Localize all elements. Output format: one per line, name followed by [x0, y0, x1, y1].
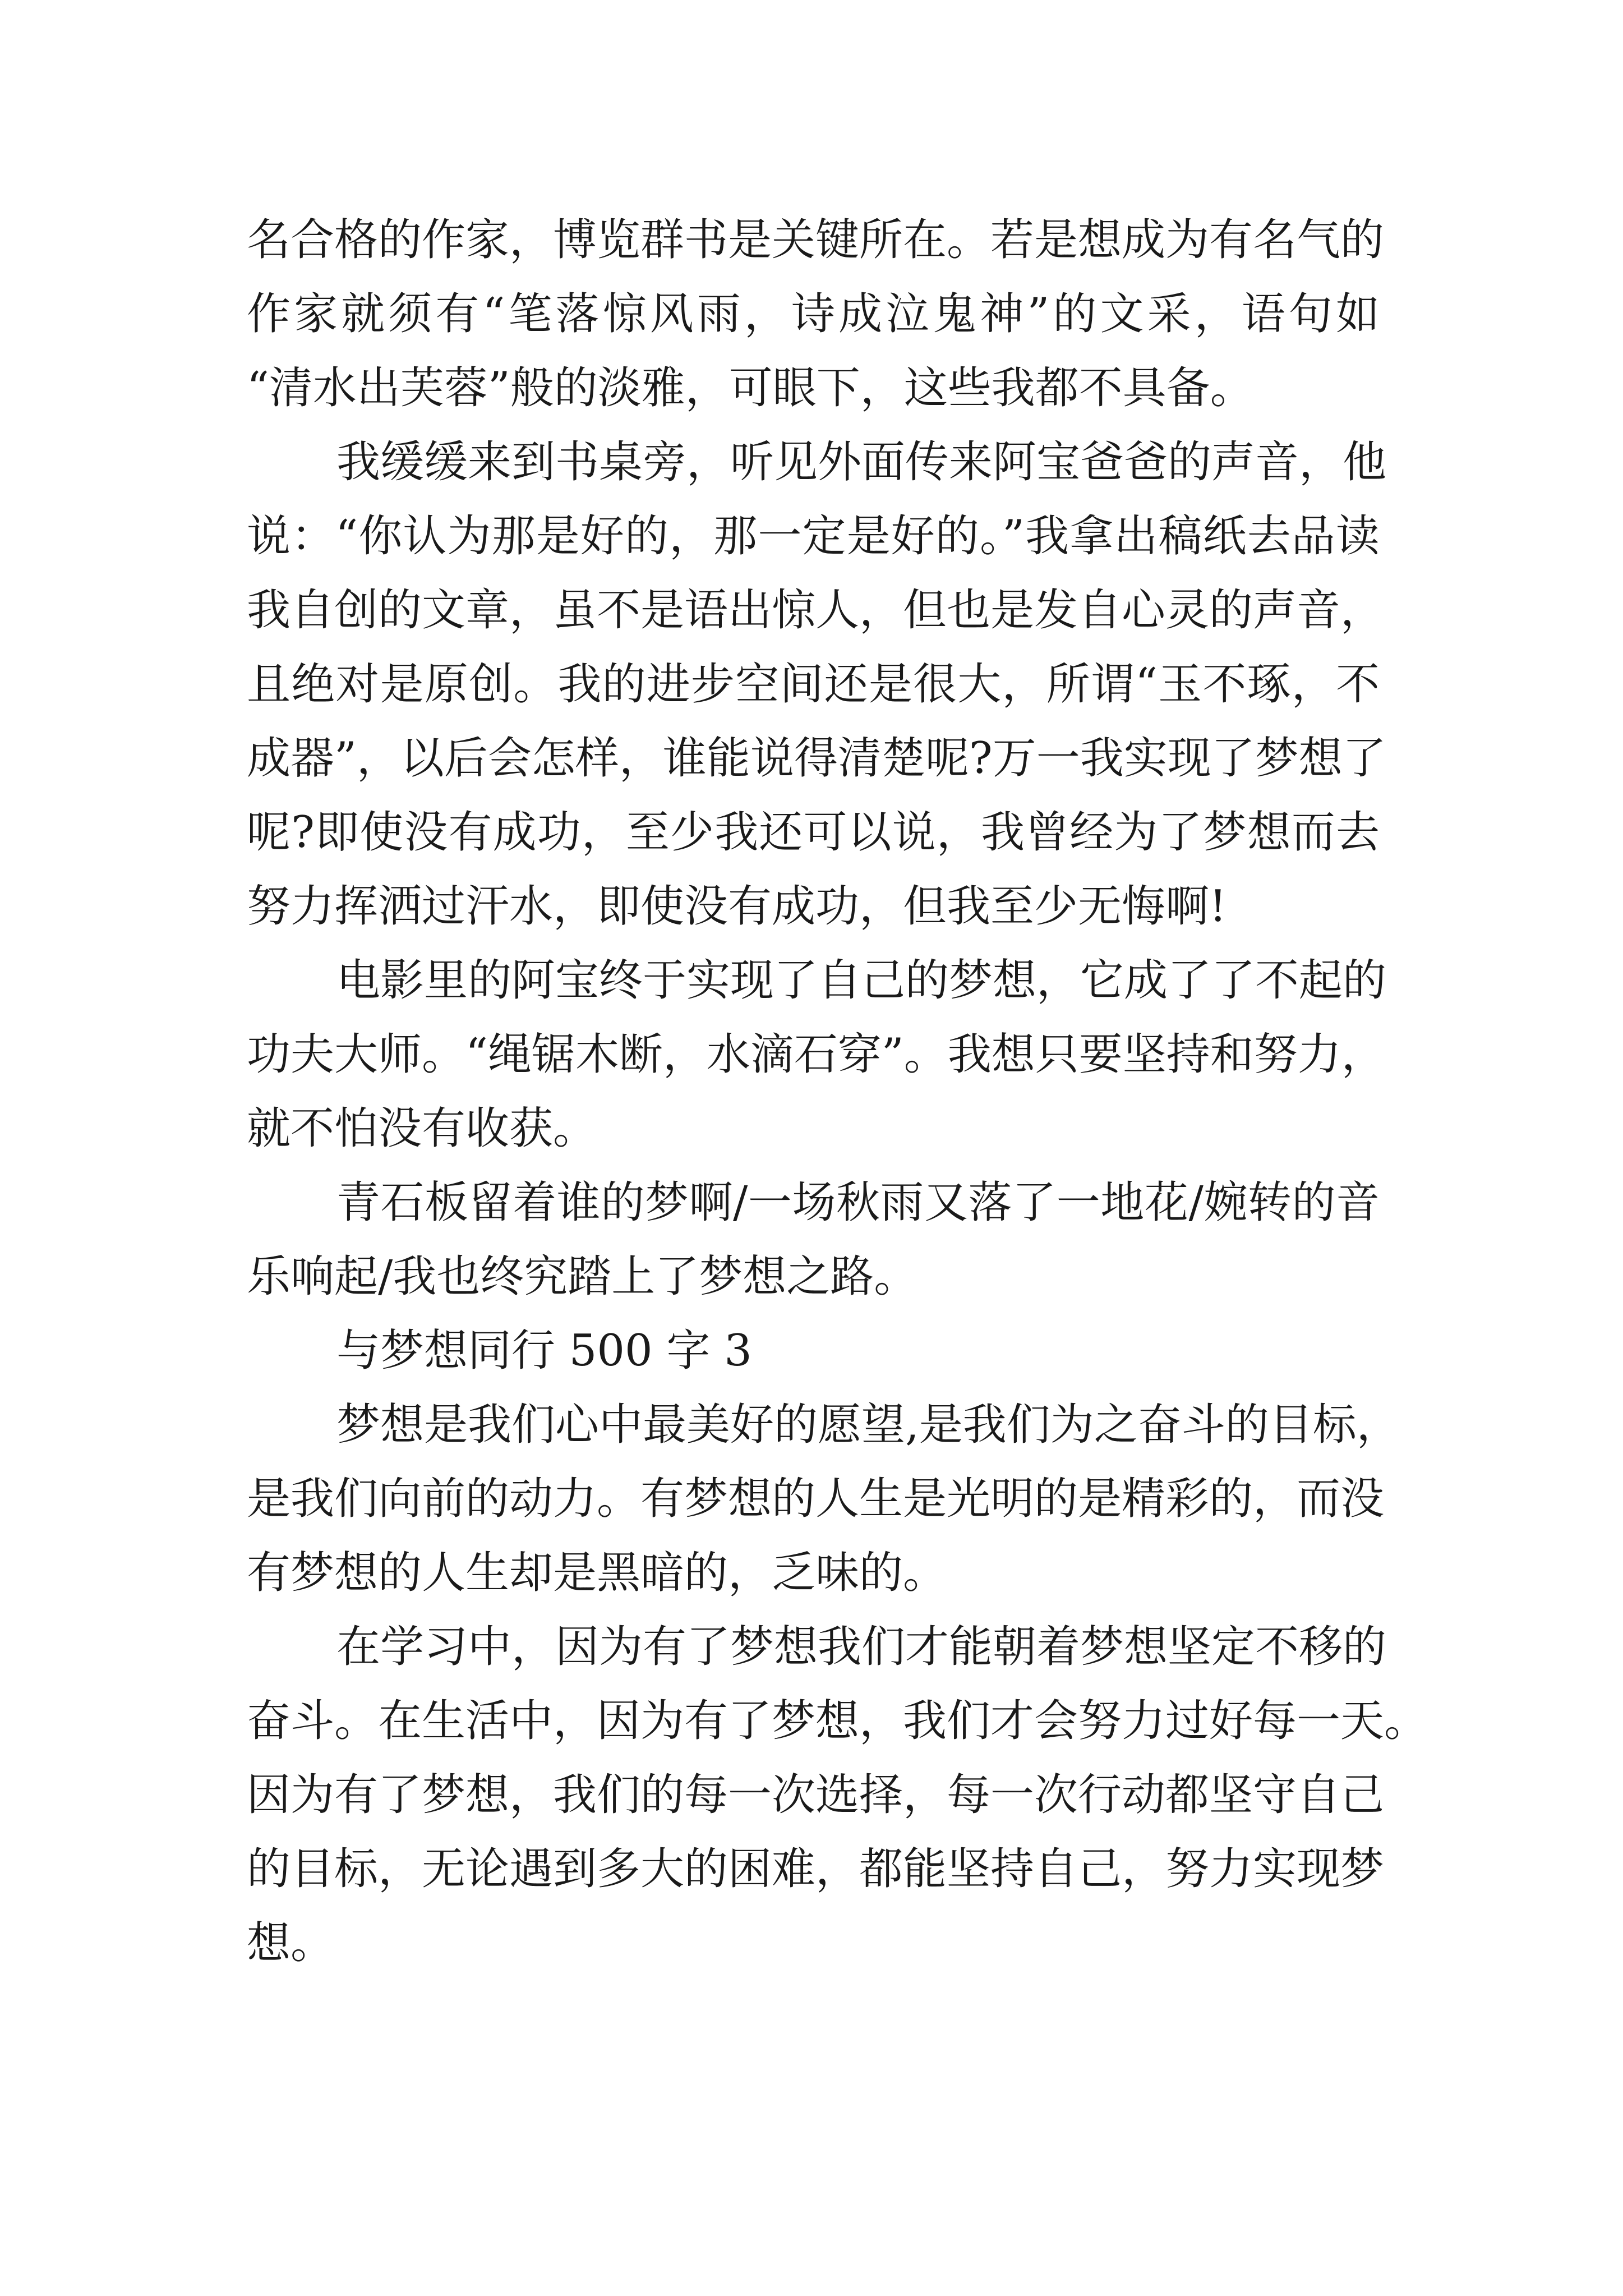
text-line: 有梦想的人生却是黑暗的，乏味的。 — [247, 1548, 947, 1598]
text-line: 成器”，以后会怎样，谁能说得清楚呢?万一我实现了梦想了 — [247, 733, 1386, 784]
document-body — [247, 203, 1428, 1980]
paragraph — [247, 1610, 1428, 1980]
paragraph — [247, 425, 1387, 944]
paragraph — [247, 1314, 1380, 1388]
text-line: 呢?即使没有成功，至少我还可以说，我曾经为了梦想而去 — [247, 807, 1380, 858]
text-line: 作家就须有“笔落惊风雨，诗成泣鬼神”的文采，语句如 — [247, 289, 1380, 339]
text-line: 乐响起/我也终究踏上了梦想之路。 — [247, 1251, 918, 1302]
text-line: 就不怕没有收获。 — [247, 1103, 597, 1154]
text-line: 电影里的阿宝终于实现了自己的梦想，它成了了不起的 — [336, 955, 1387, 1006]
paragraph — [247, 1388, 1400, 1610]
text-line: 且绝对是原创。我的进步空间还是很大，所谓“玉不琢，不 — [247, 659, 1380, 710]
text-line: 说：“你认为那是好的，那一定是好的。”我拿出稿纸去品读 — [247, 511, 1380, 562]
text-line: 因为有了梦想，我们的每一次选择，每一次行动都坚守自己 — [247, 1770, 1385, 1820]
text-line: 的目标，无论遇到多大的困难，都能坚持自己，努力实现梦 — [247, 1844, 1385, 1894]
text-line: 我缓缓来到书桌旁，听见外面传来阿宝爸爸的声音，他 — [336, 437, 1387, 487]
text-line: 奋斗。在生活中，因为有了梦想，我们才会努力过好每一天。 — [247, 1696, 1428, 1746]
paragraph — [247, 944, 1387, 1166]
text-line: 在学习中，因为有了梦想我们才能朝着梦想坚定不移的 — [336, 1622, 1387, 1672]
text-line: 与梦想同行 500 字 3 — [336, 1326, 752, 1376]
text-line: 梦想是我们心中最美好的愿望,是我们为之奋斗的目标， — [336, 1400, 1400, 1450]
text-line: 想。 — [247, 1918, 335, 1968]
text-line: 功夫大师。“绳锯木断，水滴石穿”。我想只要坚持和努力， — [247, 1029, 1385, 1080]
paragraph — [247, 203, 1385, 425]
paragraph — [247, 1166, 1380, 1314]
text-line: 努力挥洒过汗水，即使没有成功，但我至少无悔啊! — [247, 881, 1227, 932]
text-line: 是我们向前的动力。有梦想的人生是光明的是精彩的，而没 — [247, 1474, 1385, 1524]
text-line: 青石板留着谁的梦啊/一场秋雨又落了一地花/婉转的音 — [336, 1177, 1380, 1228]
text-line: 我自创的文章，虽不是语出惊人，但也是发自心灵的声音， — [247, 585, 1385, 636]
text-line: 名合格的作家，博览群书是关键所在。若是想成为有名气的 — [247, 215, 1385, 265]
text-line: “清水出芙蓉”般的淡雅，可眼下，这些我都不具备。 — [247, 363, 1254, 413]
